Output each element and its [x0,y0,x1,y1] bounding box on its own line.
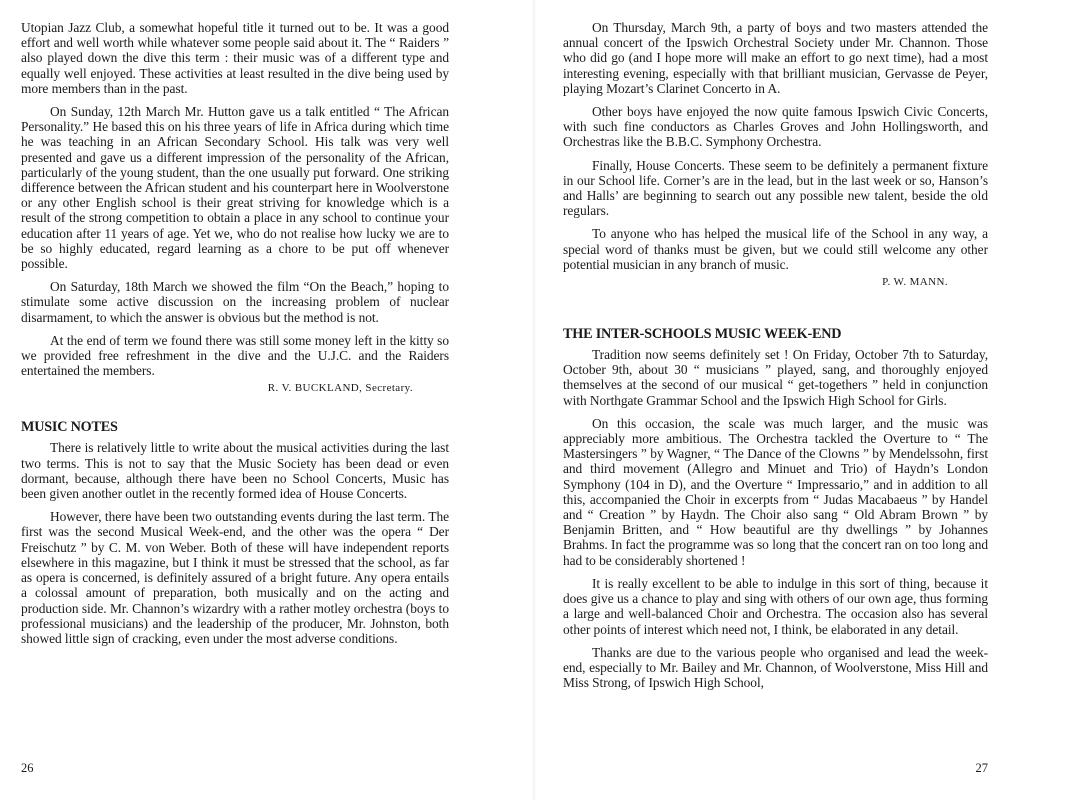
left-column [21,20,449,654]
paragraph: To anyone who has helped the musical life of the School in any way, a special word of thanks must be given, but we could still welcome any other potential musician in any branch of music. [563,226,988,272]
paragraph: On Saturday, 18th March we showed the film “On the Beach,” hoping to stimulate some active discussion on the increasing problem of nuclear disarmament, to which the answer is obvious but the method is not. [21,279,449,325]
page-number: 27 [975,761,988,775]
paragraph: It is really excellent to be able to indulge in this sort of thing, because it does give us a chance to play and sing with others of our own age, thus forming a large and well-balanced Choir and Orchestra. The occasion also has several other points of interest which need not, I think, be elaborated in any detail. [563,575,988,637]
section-heading: MUSIC NOTES [21,419,118,436]
paragraph: On Thursday, March 9th, a party of boys and two masters attended the annual concert of the Ipswich Orchestral Society under Mr. Channon. Those who did go (and I hope more will make an effort to go next time), had a most interesting evening, especially with that brilliant musician, Gervasse de Peyer, playing Mozart’s Clarinet Concerto in A. [563,20,988,96]
paragraph: There is relatively little to write about the musical activities during the last two terms. This is not to say that the Music Society has been dead or even dormant, because, although there have been no School Concerts, Music has been given another outlet in the recently formed idea of House Concerts. [21,440,449,502]
paragraph: On Sunday, 12th March Mr. Hutton gave us a talk entitled “ The African Personality.” He based this on his three years of life in Africa during which time he was teaching in an African Secondary School. His talk was very well presented and gave us a different impression of the personality of the African, particularly of the young student, than the one usually put forward. One striking difference between the African student and his counterpart here in Woolverstone or any other English school is their great striving for knowledge which is a result of the strong competition to obtain a place in any school to continue your education after 11 years of age. Yet we, who do not realise how lucky we are to be so highly educated, regard learning as a chore to be put off whenever possible. [21,104,449,272]
paragraph: At the end of term we found there was still some money left in the kitty so we provided free refreshment in the dive and the U.J.C. and the Raiders entertained the members. [21,332,449,379]
left-page [0,0,534,800]
page-number: 26 [21,761,34,775]
section-heading: THE INTER-SCHOOLS MUSIC WEEK-END [563,326,842,343]
paragraph: On this occasion, the scale was much larger, and the music was appreciably more ambitious. The Orchestra tackled the Overture to “ The Mastersingers ” by Wagner, “ The Dance of the Clowns ” by Mendelssohn, first and third movement (Allegro and Minuet and Trio) of Haydn’s London Symphony (104 in D), and the Overture “ Impressario,” and in addition to all this, accompanied the Choir in excerpts from “ Judas Macabaeus ” by Handel and “ Creation ” by Haydn. The Choir also sang “ Old Abram Brown ” by Benjamin Britten, and “ How beautiful are thy dwellings ” by Johannes Brahms. In fact the programme was so long that the concert ran on too long and had to be considerably shortened ! [563,415,988,568]
signature: P. W. MANN. [882,276,948,289]
paragraph: Thanks are due to the various people who organised and lead the week-end, especially to Mr. Bailey and Mr. Channon, of Woolverstone, Miss Hill and Miss Strong, of Ipswich High School, [563,644,988,691]
right-page [534,0,1069,800]
paragraph: Other boys have enjoyed the now quite famous Ipswich Civic Concerts, with such fine conductors as Charles Groves and John Hollingsworth, and Orchestras like the B.B.C. Symphony Orchestra. [563,104,988,150]
paragraph: However, there have been two outstanding events during the last term. The first was the second Musical Week-end, and the other was the opera “ Der Freischutz ” by C. M. von Weber. Both of these will have independent reports elsewhere in this magazine, but I think it must be stressed that the school, as far as opera is concerned, is definitely assured of a bright future. Any opera entails a colossal amount of preparation, both musically and on the acting and production side. Mr. Channon’s wizardry with a rather motley orchestra (boys to professional musicians) and the leadership of the producer, Mr. Johnston, both showed little sign of cracking, even under the most adverse conditions. [21,509,449,646]
paragraph: Utopian Jazz Club, a somewhat hopeful title it turned out to be. It was a good effort and well worth while whatever some people said about it. The “ Raiders ” also played down the dive this term : their music was of a different type and equally well enjoyed. These activities at least resulted in the dive being used by more members than in the past. [21,20,449,96]
signature: R. V. BUCKLAND, Secretary. [267,382,413,395]
right-column [563,20,988,698]
paragraph: Tradition now seems definitely set ! On Friday, October 7th to Saturday, October 9th, about 30 “ musicians ” played, sang, and thoroughly enjoyed themselves at the second of our musical “ get-togethers ” held in conjunction with Northgate Grammar School and the Ipswich High School for Girls. [563,347,988,408]
paragraph: Finally, House Concerts. These seem to be definitely a permanent fixture in our School life. Corner’s are in the lead, but in the last week or so, Hanson’s and Halls’ are beginning to search out any possible new talent, beside the old regulars. [563,157,988,219]
